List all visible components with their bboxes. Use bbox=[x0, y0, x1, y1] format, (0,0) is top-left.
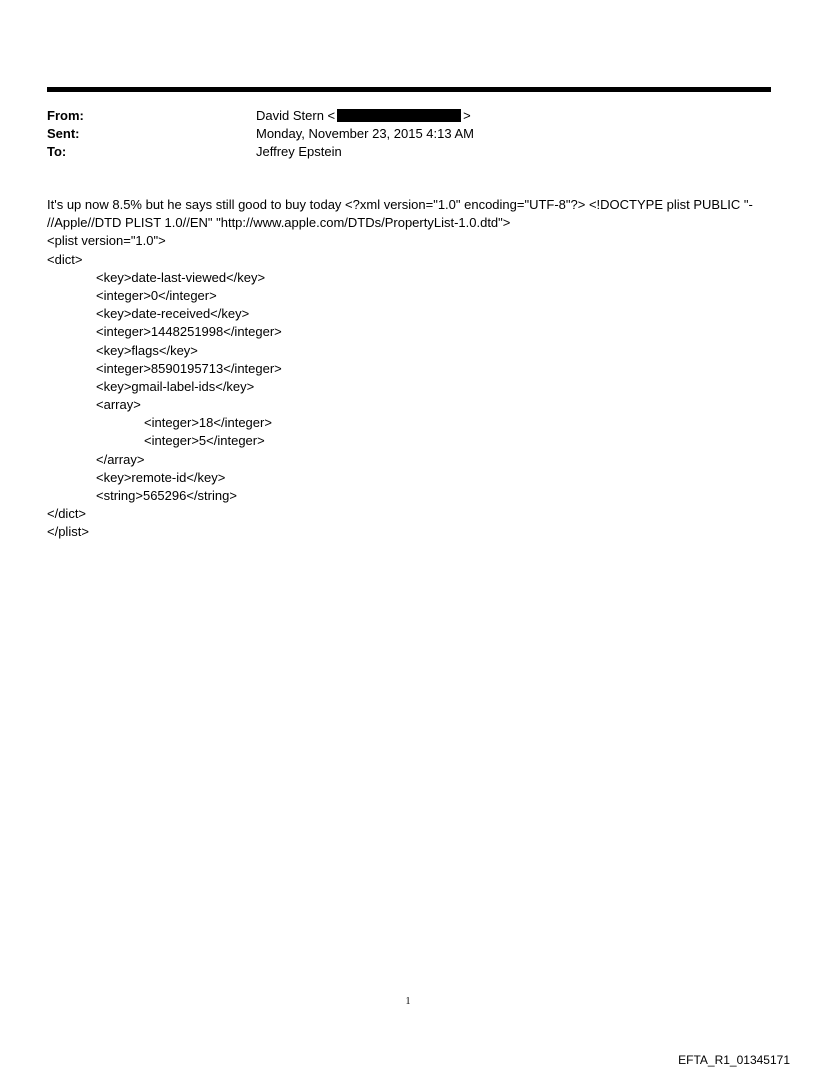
body-line: <plist version="1.0"> bbox=[47, 233, 166, 249]
body-line: <array> bbox=[96, 397, 141, 413]
body-line: <key>gmail-label-ids</key> bbox=[96, 378, 255, 394]
sent-label: Sent: bbox=[47, 126, 80, 141]
body-line: <key>flags</key> bbox=[96, 342, 198, 358]
from-name: David Stern < bbox=[256, 108, 336, 123]
body-line: <string>565296</string> bbox=[96, 488, 237, 503]
body-line: <integer>0</integer> bbox=[96, 287, 217, 303]
body-line: <integer>5</integer> bbox=[144, 433, 265, 449]
body-line: </dict> bbox=[47, 506, 87, 522]
body-line: <key>date-last-viewed</key> bbox=[96, 269, 266, 285]
from-close-bracket: > bbox=[463, 108, 471, 123]
to-value: Jeffrey Epstein bbox=[256, 144, 342, 159]
from-label: From: bbox=[47, 108, 84, 123]
body-line: </array> bbox=[96, 451, 145, 467]
body-line: <key>date-received</key> bbox=[96, 306, 250, 322]
sent-value: Monday, November 23, 2015 4:13 AM bbox=[256, 126, 474, 141]
body-line: //Apple//DTD PLIST 1.0//EN" "http://www.apple.com/DTDs/PropertyList-1.0.dtd"> bbox=[47, 215, 511, 231]
body-line: It's up now 8.5% but he says still good to buy today <?xml version="1.0" encoding="UTF-8"?> <!DOCTYPE plist PUBLIC "- bbox=[47, 197, 753, 212]
header-rule bbox=[47, 87, 771, 92]
document-id: EFTA_R1_01345171 bbox=[678, 1053, 790, 1067]
body-line: <integer>18</integer> bbox=[144, 415, 272, 431]
from-value bbox=[256, 107, 471, 125]
body-line: <integer>1448251998</integer> bbox=[96, 324, 282, 340]
to-label: To: bbox=[47, 144, 67, 159]
body-line: <integer>8590195713</integer> bbox=[96, 360, 282, 376]
page-number: 1 bbox=[405, 996, 411, 1007]
email-body bbox=[47, 196, 777, 542]
body-line: <dict> bbox=[47, 251, 83, 267]
body-line: </plist> bbox=[47, 524, 89, 540]
body-line: <key>remote-id</key> bbox=[96, 469, 226, 485]
redacted-email-block bbox=[337, 109, 461, 122]
